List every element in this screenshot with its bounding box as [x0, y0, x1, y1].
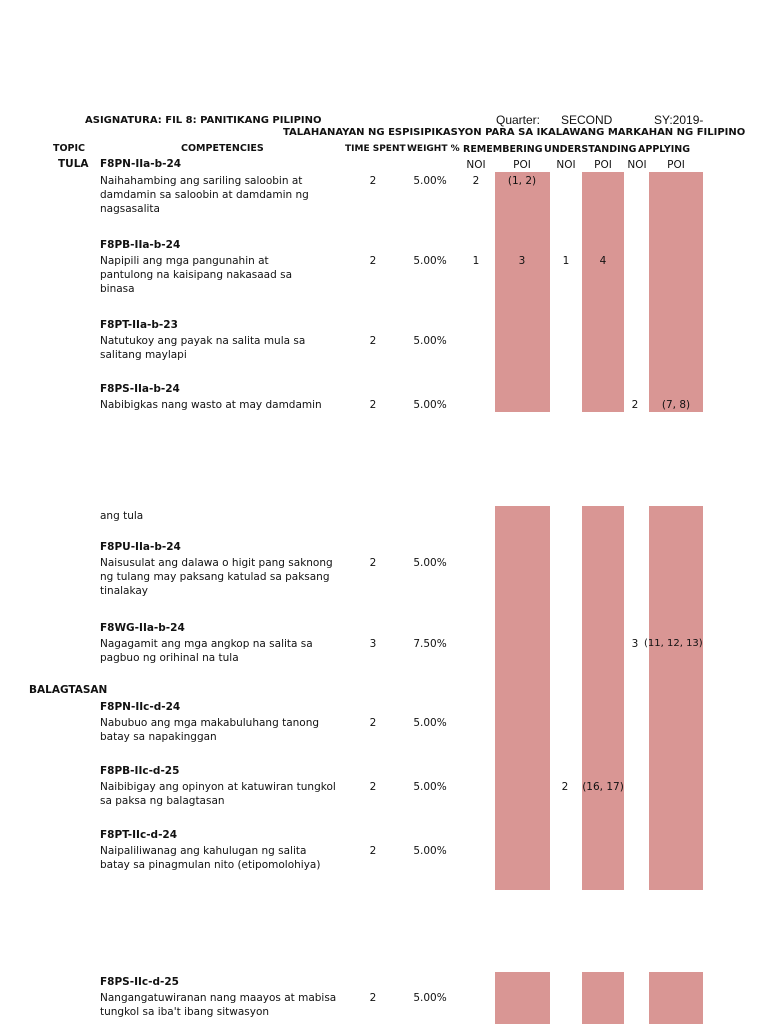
competency-description: Nagagamit ang mga angkop na salita sa pagbuo ng orihinal na tula	[100, 638, 313, 664]
competency-description: Naibibigay ang opinyon at katuwiran tungkol sa paksa ng balagtasan	[100, 781, 336, 807]
rem-poi-value: (1, 2)	[507, 175, 537, 187]
rem-noi-value: 2	[472, 175, 480, 187]
weight-value: 5.00%	[413, 335, 447, 347]
competency-code: F8WG-IIa-b-24	[100, 622, 185, 634]
competency-description: Naisusulat ang dalawa o higit pang saknong ng tulang may paksang katulad sa paksang tinalakay	[100, 557, 333, 597]
time-spent-value: 2	[369, 717, 377, 729]
competency-description: ang tula	[100, 510, 144, 522]
app-noi-value: 2	[631, 399, 639, 411]
school-year: SY:2019-	[654, 113, 704, 127]
competency-code: F8PB-IIa-b-24	[100, 239, 181, 251]
competency-code: F8PU-IIa-b-24	[100, 541, 181, 553]
app-poi-band	[649, 506, 703, 890]
col-und-noi: NOI	[556, 159, 576, 171]
quarter-label: Quarter:	[496, 113, 541, 127]
competency-description: Nabubuo ang mga makabuluhang tanong batay sa napakinggan	[100, 717, 320, 743]
time-spent-value: 2	[369, 781, 377, 793]
col-weight: WEIGHT %	[407, 144, 460, 154]
col-understanding: UNDERSTANDING	[544, 144, 637, 155]
time-spent-value: 2	[369, 399, 377, 411]
competency-description: Nangangatuwiranan nang maayos at mabisa tungkol sa iba't ibang sitwasyon	[100, 992, 337, 1018]
time-spent-value: 2	[369, 992, 377, 1004]
weight-value: 5.00%	[413, 992, 447, 1004]
col-competencies: COMPETENCIES	[181, 143, 264, 154]
competency-code: F8PN-IIa-b-24	[100, 158, 182, 170]
und-poi-value: (16, 17)	[582, 781, 624, 793]
competency-description: Naihahambing ang sariling saloobin at damdamin sa saloobin at damdamin ng nagsasalita	[100, 175, 309, 215]
und-noi-value: 2	[561, 781, 569, 793]
weight-value: 5.00%	[413, 399, 447, 411]
competency-code: F8PT-IIc-d-24	[100, 829, 178, 841]
weight-value: 5.00%	[413, 557, 447, 569]
col-applying: APPLYING	[638, 144, 691, 155]
col-app-poi: POI	[667, 159, 685, 171]
competency-code: F8PT-IIa-b-23	[100, 319, 178, 331]
weight-value: 5.00%	[413, 175, 447, 187]
rem-poi-band	[495, 506, 550, 890]
app-poi-value: (7, 8)	[661, 399, 691, 411]
und-poi-band	[582, 172, 624, 412]
col-remembering: REMEMBERING	[463, 144, 543, 155]
app-poi-band	[649, 972, 703, 1024]
subject-title: ASIGNATURA: FIL 8: PANITIKANG PILIPINO	[85, 115, 322, 126]
competency-code: F8PN-IIc-d-24	[100, 701, 181, 713]
col-app-noi: NOI	[627, 159, 647, 171]
col-und-poi: POI	[594, 159, 612, 171]
col-time-spent: TIME SPENT	[345, 144, 406, 154]
rem-poi-band	[495, 972, 550, 1024]
topic-tula: TULA	[58, 158, 89, 170]
app-noi-value: 3	[631, 638, 639, 650]
time-spent-value: 2	[369, 255, 377, 267]
time-spent-value: 2	[369, 175, 377, 187]
und-poi-value: 4	[599, 255, 607, 267]
competency-description: Natutukoy ang payak na salita mula sa salitang maylapi	[100, 335, 306, 361]
col-rem-noi: NOI	[466, 159, 486, 171]
col-topic: TOPIC	[53, 143, 86, 154]
col-rem-poi: POI	[513, 159, 531, 171]
und-noi-value: 1	[562, 255, 570, 267]
competency-code: F8PB-IIc-d-25	[100, 765, 180, 777]
competency-code: F8PS-IIc-d-25	[100, 976, 179, 988]
und-poi-band	[582, 506, 624, 890]
competency-description: Nabibigkas nang wasto at may damdamin	[100, 399, 322, 411]
weight-value: 5.00%	[413, 781, 447, 793]
weight-value: 5.00%	[413, 717, 447, 729]
app-poi-value: (11, 12, 13)	[644, 638, 703, 649]
competency-description: Napipili ang mga pangunahin at pantulong na kaisipang nakasaad sa binasa	[100, 255, 293, 295]
time-spent-value: 2	[369, 557, 377, 569]
rem-noi-value: 1	[472, 255, 480, 267]
weight-value: 5.00%	[413, 255, 447, 267]
time-spent-value: 2	[369, 335, 377, 347]
app-poi-band	[649, 172, 703, 412]
und-poi-band	[582, 972, 624, 1024]
weight-value: 7.50%	[413, 638, 447, 650]
topic-balagtasan: BALAGTASAN	[29, 684, 108, 696]
weight-value: 5.00%	[413, 845, 447, 857]
time-spent-value: 2	[369, 845, 377, 857]
competency-code: F8PS-IIa-b-24	[100, 383, 180, 395]
rem-poi-band	[495, 172, 550, 412]
table-title: TALAHANAYAN NG ESPISIPIKASYON PARA SA IKALAWANG MARKAHAN NG FILIPINO	[283, 127, 746, 138]
quarter-value: SECOND	[561, 113, 613, 127]
competency-description: Naipaliliwanag ang kahulugan ng salita batay sa pinagmulan nito (etipomolohiya)	[100, 845, 321, 871]
rem-poi-value: 3	[518, 255, 526, 267]
time-spent-value: 3	[369, 638, 377, 650]
